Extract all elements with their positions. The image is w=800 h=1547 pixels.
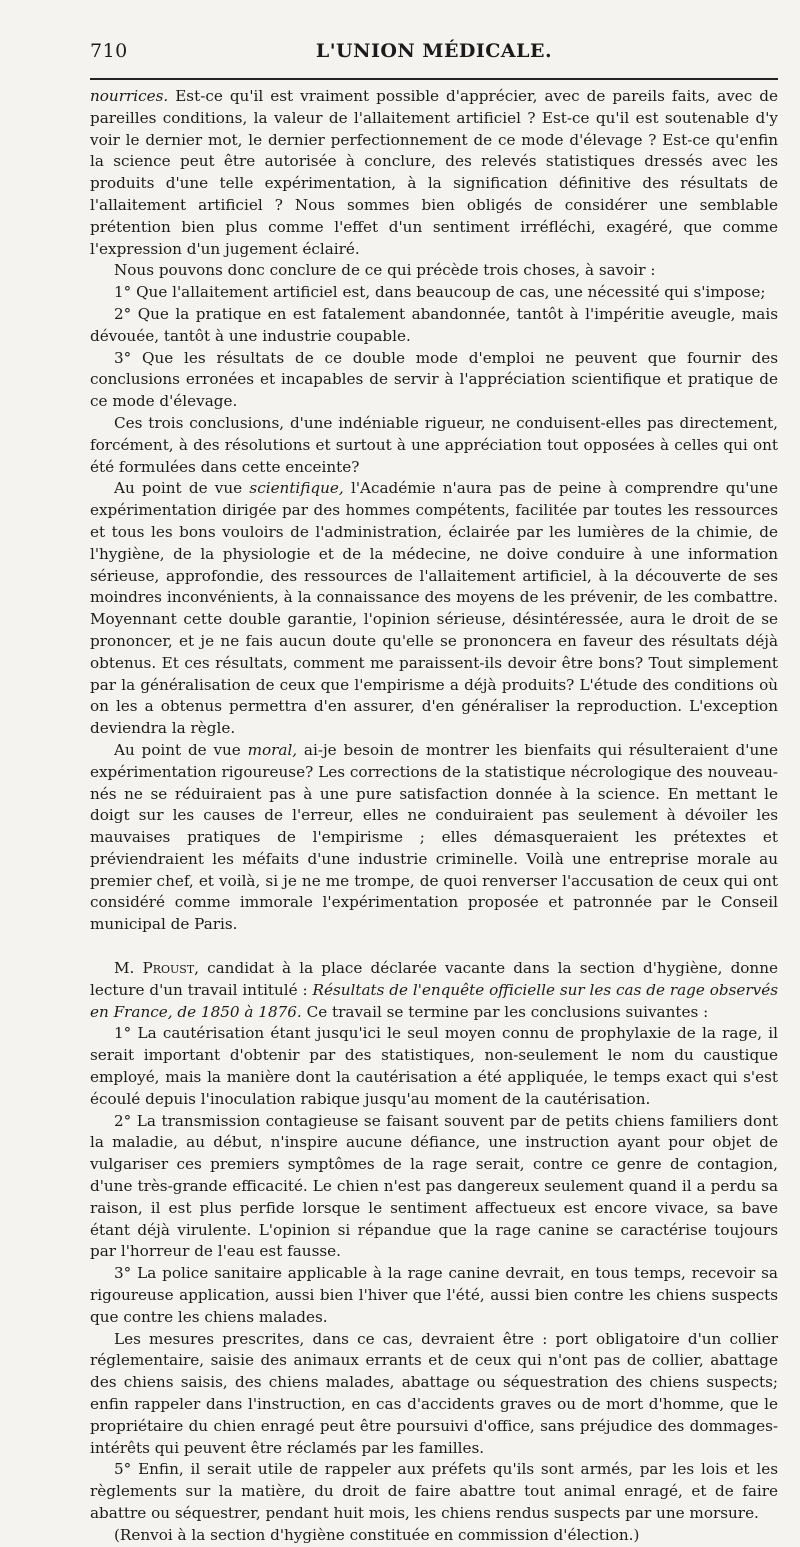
list-item: 2° Que la pratique en est fatalement abandonnée, tantôt à l'impéritie aveugle, mais dévouée, tantôt à une industrie coupable. <box>90 304 778 345</box>
author-name: M. Proust <box>114 959 195 978</box>
journal-title: L'UNION MÉDICALE. <box>315 40 553 62</box>
referral-note: (Renvoi à la section d'hygiène constituée en commission d'élection.) <box>114 1525 640 1544</box>
list-item: 3° Que les résultats de ce double mode d'emploi ne peuvent que fournir des conclusions erronées et incapables de servir à l'appréciation scientifique et pratique de ce mode d'élevage. <box>90 348 778 411</box>
conclusion-item: Les mesures prescrites, dans ce cas, devraient être : port obligatoire d'un collier réglementaire, saisie des animaux errants et de ceux qui n'ont pas de collier, abattage des chiens saisis, des chiens malades, abattage ou séquestration des chiens suspects; enfin rappeler dans l'instruction, en cas d'accidents graves ou de mort d'homme, que le propriétaire du chien enragé peut être poursuivi d'office, sans préjudice des dommages-intérêts qui peuvent être réclamés par les familles. <box>90 1329 778 1457</box>
conclusion-item: 2° La transmission contagieuse se faisant souvent par de petits chiens familiers dont la maladie, au début, n'inspire aucune défiance, une instruction ayant pour objet de vulgariser ces premiers symptômes de la rage serait, contre ce genre de contagion, d'une très-grande efficacité. Le chien n'est pas dangereux seulement quand il a perdu sa raison, il est plus perfide lorsque le sentiment affectueux est encore vivace, sa bave étant déjà virulente. L'opinion si répandue que la rage canine se caractérise toujours par l'horreur de l'eau est fausse. <box>90 1111 778 1261</box>
body-text <box>90 86 778 1547</box>
page-number: 710 <box>90 40 128 62</box>
conclusion-item: 1° La cautérisation étant jusqu'ici le seul moyen connu de prophylaxie de la rage, il serait important d'obtenir par des statistiques, non-seulement le nom du caustique employé, mais la manière dont la cautérisation a été appliquée, le temps exact qui s'est écoulé depuis l'inoculation rabique jusqu'au moment de la cautérisation. <box>90 1024 778 1108</box>
paragraph: Nous pouvons donc conclure de ce qui précède trois choses, à savoir : <box>114 261 656 280</box>
list-item: 1° Que l'allaitement artificiel est, dans beaucoup de cas, une nécessité qui s'impose; <box>114 283 766 302</box>
work-title: Résultats de l'enquête officielle sur les cas de rage observés en France, de 1850 à 1876. <box>90 980 778 1021</box>
conclusion-item: 3° La police sanitaire applicable à la rage canine devrait, en tous temps, recevoir sa rigoureuse application, aussi bien l'hiver que l'été, aussi bien contre les chiens suspects que contre les chiens malades. <box>90 1264 778 1326</box>
conclusion-item: 5° Enfin, il serait utile de rappeler aux préfets qu'ils sont armés, par les lois et les règlements sur la matière, du droit de faire abattre tout animal enragé, et de faire abattre ou séquestrer, pendant huit mois, les chiens rendus suspects par une morsure. <box>90 1460 778 1522</box>
proust-paragraph: M. Proust, candidat à la place déclarée vacante dans la section d'hygiène, donne lecture d'un travail intitulé : Résultats de l'enquête officielle sur les cas de rage observés en France, de 1850 à 1876. Ce travail se termine par les conclusions suivantes : <box>90 959 778 1021</box>
paragraph: Ces trois conclusions, d'une indéniable rigueur, ne conduisent-elles pas directement, forcément, à des résolutions et surtout à une appréciation tout opposées à celles qui ont été formulées dans cette enceinte? <box>90 413 778 476</box>
paragraph: nourrices. Est-ce qu'il est vraiment possible d'apprécier, avec de pareils faits, avec de pareilles conditions, la valeur de l'allaitement artificiel ? Est-ce qu'il est soutenable d'y voir le dernier mot, le dernier perfectionnement de ce mode d'élevage ? Est-ce qu'enfin la science peut être autorisée à conclure, des relevés statistiques dressés avec les produits d'une telle expérimentation, à la signification définitive des résultats de l'allaitement artificiel ? Nous sommes bien obligés de considérer une semblable prétention bien plus comme l'effet d'un sentiment irréfléchi, exagéré, que comme l'expression d'un jugement éclairé. <box>90 87 778 258</box>
paragraph: Au point de vue moral, ai-je besoin de montrer les bienfaits qui résulteraient d'une expérimentation rigoureuse? Les corrections de la statistique nécrologique des nouveau-nés ne se réduiraient pas à une pure satisfaction donnée à la science. En mettant le doigt sur les causes de l'erreur, elles ne conduiraient pas seulement à dévoiler les mauvaises pratiques de l'empirisme ; elles démasqueraient les prétextes et préviendraient les méfaits d'une industrie criminelle. Voilà une entreprise morale au premier chef, et voilà, si je ne me trompe, de quoi renverser l'accusation de ceux qui ont considéré comme immorale l'expérimentation proposée et patronnée par le Conseil municipal de Paris. <box>90 740 778 934</box>
page-header <box>90 40 778 74</box>
header-rule <box>90 78 778 80</box>
paragraph: Au point de vue scientifique, l'Académie n'aura pas de peine à comprendre qu'une expérimentation dirigée par des hommes compétents, facilitée par toutes les ressources et tous les bons vouloirs de l'administration, éclairée par les lumières de la chimie, de l'hygiène, de la physiologie et de la médecine, ne doive conduire à une information sérieuse, approfondie, des ressources de l'allaitement artificiel, à la découverte de ses moindres inconvénients, à la connaissance des moyens de les prévenir, de les combattre. Moyennant cette double garantie, l'opinion sérieuse, désintéressée, aura le droit de se prononcer, et je ne fais aucun doute qu'elle se prononcera en faveur des résultats déjà obtenus. Et ces résultats, comment me paraissent-ils devoir être bons? Tout simplement par la généralisation de ceux que l'empirisme a déjà produits? L'étude des conditions où on les a obtenus permettra d'en assurer, d'en généraliser la reproduction. L'exception deviendra la règle. <box>90 479 779 738</box>
